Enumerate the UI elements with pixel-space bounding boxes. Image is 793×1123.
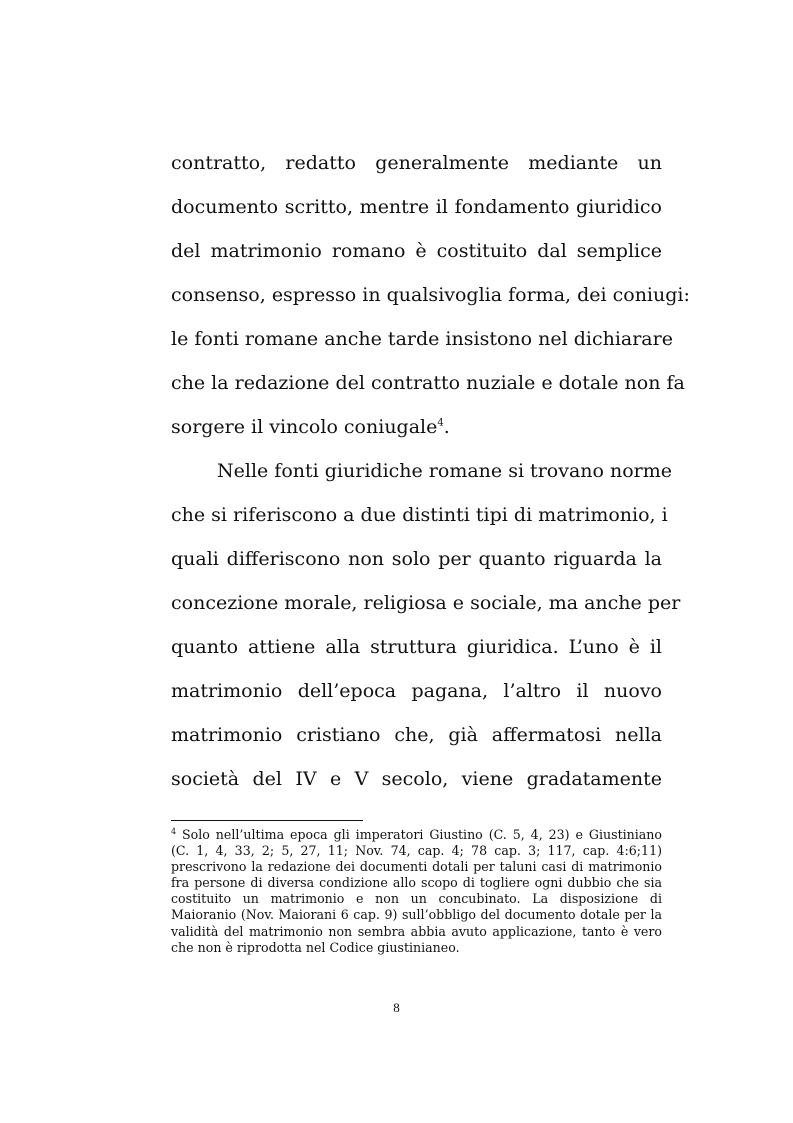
- footnote-reference[interactable]: 4: [437, 417, 444, 429]
- text-line-last: [171, 405, 662, 449]
- text-line: che la redazione del contratto nuziale e dotale non fa: [171, 372, 685, 394]
- text-line: matrimonio dell’epoca pagana, l’altro il nuovo: [171, 680, 662, 702]
- text-line: consenso, espresso in qualsivoglia forma, dei coniugi:: [171, 284, 690, 306]
- footnote-line: fra persone di diversa condizione allo scopo di togliere ogni dubbio che sia: [171, 875, 662, 891]
- footnote-line: che non è riprodotta nel Codice giustinianeo.: [171, 939, 460, 955]
- main-text: [171, 141, 690, 801]
- text-line: contratto, redatto generalmente mediante un: [171, 152, 662, 174]
- text-line: Nelle fonti giuridiche romane si trovano norme: [217, 460, 673, 482]
- text-line: del matrimonio romano è costituito dal semplice: [171, 240, 662, 262]
- footnote-line: prescrivono la redazione dei documenti dotali per taluni casi di matrimonio: [171, 859, 662, 875]
- footnote-number: 4: [171, 826, 177, 836]
- text-line: concezione morale, religiosa e sociale, ma anche per: [171, 592, 681, 614]
- page-number: 8: [393, 1000, 400, 1015]
- footnote-line: costituito un matrimonio e non un concubinato. La disposizione di: [171, 891, 662, 907]
- text-line: documento scritto, mentre il fondamento giuridico: [171, 196, 662, 218]
- footnote-line: validità del matrimonio non sembra abbia avuto applicazione, tanto è vero: [171, 923, 662, 939]
- footnote-line: Maioranio (Nov. Maiorani 6 cap. 9) sull’obbligo del documento dotale per la: [171, 907, 662, 923]
- text-line: le fonti romane anche tarde insistono nel dichiarare: [171, 328, 673, 350]
- text-line: che si riferiscono a due distinti tipi di matrimonio, i: [171, 504, 668, 526]
- text-line: quali differiscono non solo per quanto riguarda la: [171, 548, 662, 570]
- footnote-line: [171, 827, 662, 843]
- footnote: [171, 827, 662, 956]
- footnote-line: (C. 1, 4, 33, 2; 5, 27, 11; Nov. 74, cap. 4; 78 cap. 3; 117, cap. 4:6;11): [171, 843, 662, 859]
- sentence-end: .: [443, 416, 450, 438]
- footnote-text: Solo nell’ultima epoca gli imperatori Giustino (C. 5, 4, 23) e Giustiniano: [176, 827, 662, 842]
- footnote-separator: [171, 820, 363, 821]
- text-line: quanto attiene alla struttura giuridica. L’uno è il: [171, 636, 662, 658]
- text-line: sorgere il vincolo coniugale: [171, 416, 438, 438]
- text-line: società del IV e V secolo, viene gradatamente: [171, 768, 662, 790]
- text-line: matrimonio cristiano che, già affermatosi nella: [171, 724, 662, 746]
